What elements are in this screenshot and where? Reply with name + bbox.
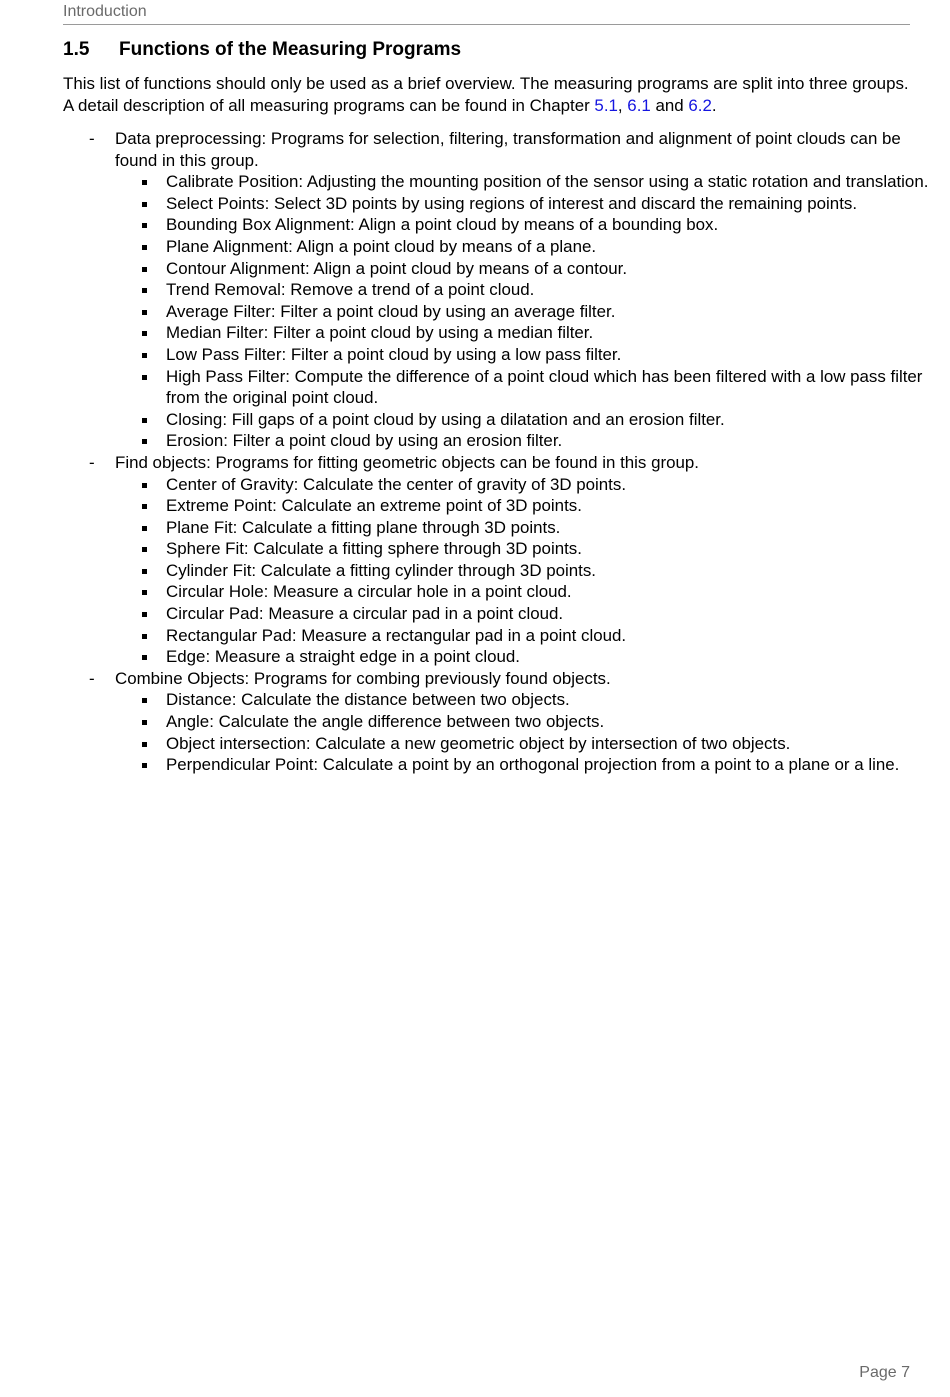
list-item-text: Closing: Fill gaps of a point cloud by using a dilatation and an erosion filter.	[166, 409, 725, 429]
square-bullet-icon	[142, 331, 147, 336]
program-list	[115, 171, 933, 452]
list-item	[115, 258, 933, 280]
square-bullet-icon	[142, 310, 147, 315]
list-item	[115, 646, 933, 668]
square-bullet-icon	[142, 547, 147, 552]
program-group	[63, 668, 933, 776]
list-item	[115, 171, 933, 193]
list-item-text: High Pass Filter: Compute the difference of a point cloud which has been filtered with a low pass filter from the original point cloud.	[166, 366, 923, 408]
square-bullet-icon	[142, 245, 147, 250]
list-item-text: Median Filter: Filter a point cloud by using a median filter.	[166, 323, 594, 343]
square-bullet-icon	[142, 202, 147, 207]
running-header	[63, 2, 910, 25]
group-description: Combine Objects: Programs for combing previously found objects.	[115, 668, 611, 688]
intro-period: .	[711, 95, 717, 115]
list-item	[115, 193, 933, 215]
intro-paragraph	[63, 73, 915, 116]
list-item	[115, 236, 933, 258]
list-item-text: Bounding Box Alignment: Align a point cloud by means of a bounding box.	[166, 215, 719, 235]
list-item-text: Cylinder Fit: Calculate a fitting cylinder through 3D points.	[166, 560, 596, 580]
page-number: Page 7	[859, 1364, 910, 1381]
list-item-text: Center of Gravity: Calculate the center of gravity of 3D points.	[166, 474, 627, 494]
list-item-text: Angle: Calculate the angle difference between two objects.	[166, 712, 605, 732]
list-item	[115, 689, 933, 711]
list-item	[115, 301, 933, 323]
square-bullet-icon	[142, 612, 147, 617]
square-bullet-icon	[142, 763, 147, 768]
list-item-text: Contour Alignment: Align a point cloud by means of a contour.	[166, 258, 628, 278]
group-description: Data preprocessing: Programs for selection, filtering, transformation and alignment of point clouds can be found in this group.	[115, 129, 901, 170]
list-item	[115, 517, 933, 539]
list-item-text: Average Filter: Filter a point cloud by using an average filter.	[166, 301, 616, 321]
chapter-link-6-1[interactable]: 6.1	[627, 95, 651, 115]
list-item	[115, 603, 933, 625]
chapter-link-5-1[interactable]: 5.1	[594, 95, 618, 115]
list-item	[115, 581, 933, 603]
list-item-text: Select Points: Select 3D points by using regions of interest and discard the remaining points.	[166, 193, 858, 213]
section-title: Functions of the Measuring Programs	[119, 39, 462, 60]
list-item	[115, 711, 933, 733]
list-item-text: Calibrate Position: Adjusting the mounting position of the sensor using a static rotation and translation.	[166, 172, 929, 192]
list-item-text: Object intersection: Calculate a new geometric object by intersection of two objects.	[166, 733, 791, 753]
list-item	[115, 279, 933, 301]
list-item-text: Rectangular Pad: Measure a rectangular pad in a point cloud.	[166, 625, 627, 645]
square-bullet-icon	[142, 483, 147, 488]
list-item-text: Plane Alignment: Align a point cloud by means of a plane.	[166, 236, 597, 256]
list-item	[115, 538, 933, 560]
list-item	[115, 560, 933, 582]
running-header-title: Introduction	[63, 3, 147, 20]
square-bullet-icon	[142, 353, 147, 358]
square-bullet-icon	[142, 655, 147, 660]
list-item	[115, 366, 933, 409]
square-bullet-icon	[142, 569, 147, 574]
program-group	[63, 128, 933, 452]
program-list	[115, 689, 933, 775]
square-bullet-icon	[142, 698, 147, 703]
list-item	[115, 344, 933, 366]
dash-marker: -	[89, 668, 95, 688]
list-item-text: Circular Hole: Measure a circular hole in a point cloud.	[166, 582, 572, 602]
square-bullet-icon	[142, 439, 147, 444]
dash-marker: -	[89, 129, 95, 148]
program-group	[63, 452, 933, 668]
square-bullet-icon	[142, 288, 147, 293]
list-item	[115, 430, 933, 452]
list-item-text: Distance: Calculate the distance between two objects.	[166, 690, 570, 710]
square-bullet-icon	[142, 504, 147, 509]
list-item-text: Perpendicular Point: Calculate a point by an orthogonal projection from a point to a plane or a line.	[166, 755, 900, 775]
square-bullet-icon	[142, 742, 147, 747]
group-description: Find objects: Programs for fitting geometric objects can be found in this group.	[115, 452, 699, 472]
square-bullet-icon	[142, 180, 147, 185]
square-bullet-icon	[142, 590, 147, 595]
section-number: 1.5	[63, 39, 90, 60]
intro-text: This list of functions should only be used as a brief overview. The measuring programs are split into three groups. A detail description of all measuring programs can be found in Chapter	[63, 74, 909, 115]
list-item-text: Erosion: Filter a point cloud by using an erosion filter.	[166, 431, 563, 451]
square-bullet-icon	[142, 720, 147, 725]
intro-separator: and	[650, 95, 689, 115]
list-item	[115, 214, 933, 236]
list-item-text: Circular Pad: Measure a circular pad in a point cloud.	[166, 604, 564, 624]
list-item-text: Low Pass Filter: Filter a point cloud by using a low pass filter.	[166, 344, 622, 364]
list-item-text: Edge: Measure a straight edge in a point cloud.	[166, 647, 520, 667]
square-bullet-icon	[142, 375, 147, 380]
list-item	[115, 754, 933, 776]
square-bullet-icon	[142, 418, 147, 423]
list-item	[115, 322, 933, 344]
program-list	[115, 474, 933, 668]
square-bullet-icon	[142, 267, 147, 272]
list-item-text: Trend Removal: Remove a trend of a point cloud.	[166, 280, 535, 300]
list-item	[115, 495, 933, 517]
list-item	[115, 733, 933, 755]
list-item-text: Extreme Point: Calculate an extreme point of 3D points.	[166, 496, 582, 516]
square-bullet-icon	[142, 223, 147, 228]
square-bullet-icon	[142, 526, 147, 531]
list-item	[115, 409, 933, 431]
list-item-text: Sphere Fit: Calculate a fitting sphere through 3D points.	[166, 539, 582, 559]
list-item-text: Plane Fit: Calculate a fitting plane through 3D points.	[166, 517, 561, 537]
list-item	[115, 474, 933, 496]
list-item	[115, 625, 933, 647]
square-bullet-icon	[142, 634, 147, 639]
chapter-link-6-2[interactable]: 6.2	[688, 95, 712, 115]
program-group-list	[63, 128, 933, 776]
dash-marker: -	[89, 452, 95, 472]
section-heading	[63, 37, 910, 63]
intro-separator: ,	[617, 95, 628, 115]
